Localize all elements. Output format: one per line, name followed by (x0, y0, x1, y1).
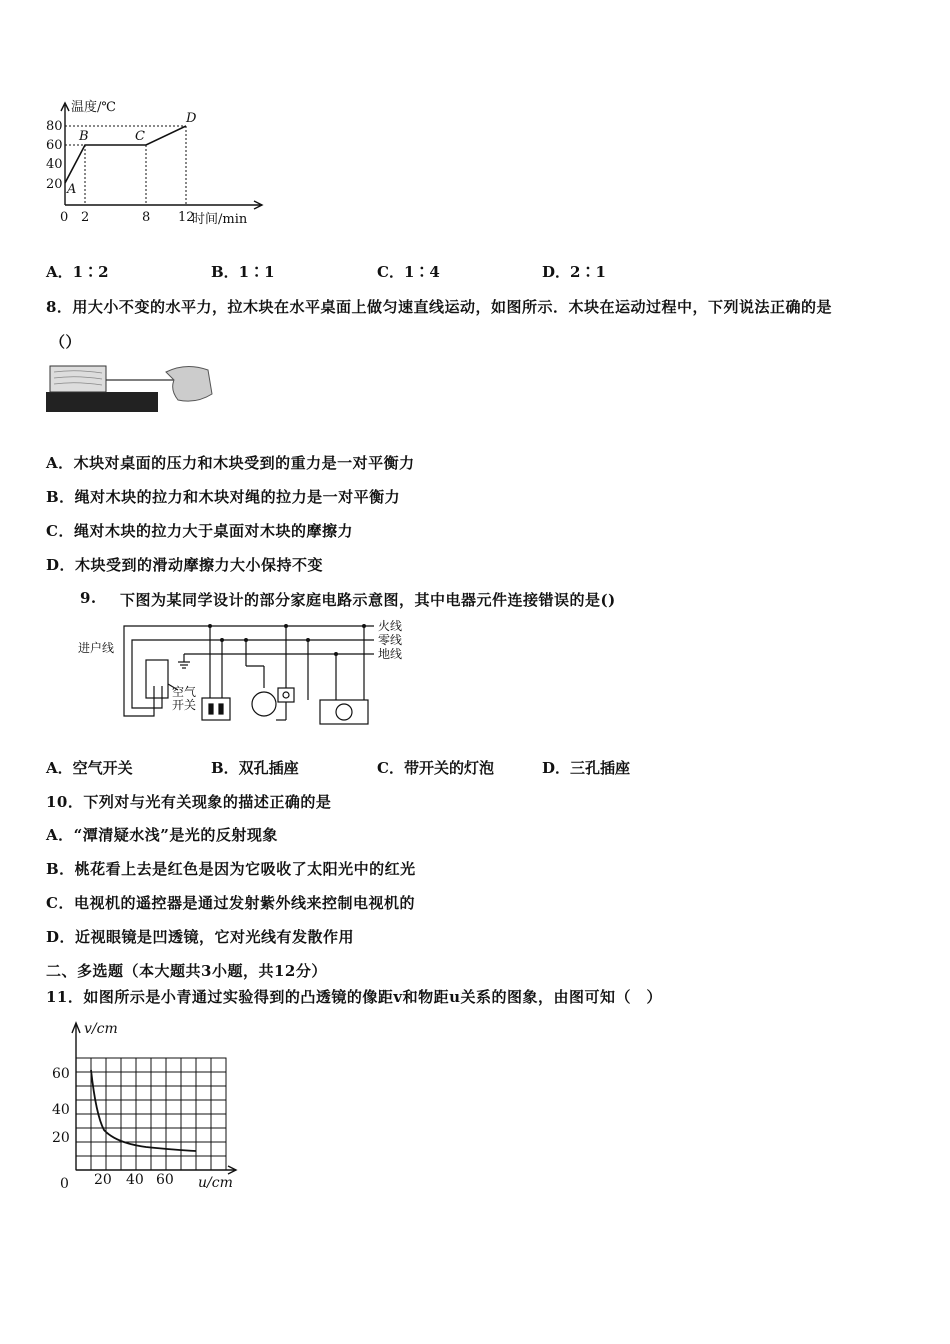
q9-option-b: B．双孔插座 (211, 759, 299, 777)
v-axis-label: v/cm (84, 1021, 118, 1037)
q10-option-a: A．“潭清疑水浅”是光的反射现象 (46, 826, 278, 844)
q8-stem-paren: （） (50, 333, 82, 351)
x-tick: 2 (81, 210, 90, 225)
point-label-c: C (135, 129, 145, 144)
q10-option-b: B．桃花看上去是红色是因为它吸收了太阳光中的红光 (46, 860, 416, 878)
x-tick: 12 (178, 210, 195, 225)
u-tick: 20 (94, 1172, 112, 1188)
q8-stem: 8．用大小不变的水平力，拉木块在水平桌面上做匀速直线运动，如图所示．木块在运动过程中，下列说法正确的是 (46, 298, 832, 316)
q10-option-c: C．电视机的遥控器是通过发射紫外线来控制电视机的 (46, 894, 415, 912)
q7-option-c: C．1∶4 (377, 263, 440, 281)
v-tick: 60 (52, 1066, 70, 1082)
q8-option-b: B．绳对木块的拉力和木块对绳的拉力是一对平衡力 (46, 488, 401, 506)
point-label-b: B (79, 129, 89, 144)
point-label-a: A (67, 182, 77, 197)
breaker-label-2: 开关 (172, 698, 197, 712)
q9-option-a: A．空气开关 (46, 759, 133, 777)
image-object-distance-graph (46, 1015, 246, 1195)
household-circuit-figure (74, 616, 419, 731)
y-tick: 40 (46, 157, 63, 172)
v-tick: 20 (52, 1130, 70, 1146)
lamp-switch (278, 688, 294, 702)
temperature-time-graph (40, 95, 280, 230)
v-u-curve (91, 1070, 196, 1151)
v-tick: 40 (52, 1102, 70, 1118)
q7-option-b: B．1∶1 (211, 263, 275, 281)
y-tick: 20 (46, 177, 63, 192)
q9-stem: 下图为某同学设计的部分家庭电路示意图，其中电器元件连接错误的是() (120, 591, 616, 609)
x-tick: 8 (142, 210, 151, 225)
q8-option-d: D．木块受到的滑动摩擦力大小保持不变 (46, 556, 324, 574)
q7-option-d: D．2∶1 (542, 263, 606, 281)
ground-label: 地线 (378, 647, 403, 661)
q7-option-a: A．1∶2 (46, 263, 109, 281)
breaker-label-1: 空气 (172, 685, 197, 699)
q10-option-d: D．近视眼镜是凹透镜，它对光线有发散作用 (46, 928, 355, 946)
entry-label: 进户线 (78, 641, 115, 655)
u-axis-label: u/cm (198, 1175, 233, 1191)
y-axis-label: 温度/℃ (71, 100, 116, 115)
section-heading: 二、多选题（本大题共3小题，共12分） (46, 962, 327, 980)
wood-block-figure (46, 360, 216, 412)
y-tick: 60 (46, 138, 63, 153)
table-surface (46, 392, 158, 412)
neutral-label: 零线 (378, 633, 403, 647)
point-label-d: D (186, 111, 197, 126)
y-tick: 80 (46, 119, 63, 134)
q9-option-c: C．带开关的灯泡 (377, 759, 494, 777)
u-tick: 60 (156, 1172, 174, 1188)
q9-option-d: D．三孔插座 (542, 759, 631, 777)
q10-stem: 10．下列对与光有关现象的描述正确的是 (46, 793, 332, 811)
wood-block (50, 366, 106, 392)
x-tick: 0 (60, 210, 69, 225)
x-axis-label: 时间/min (192, 212, 248, 227)
u-tick: 40 (126, 1172, 144, 1188)
q8-option-a: A．木块对桌面的压力和木块受到的重力是一对平衡力 (46, 454, 415, 472)
q9-number: 9. (80, 589, 97, 607)
hand-icon (166, 366, 212, 401)
bulb (252, 692, 276, 716)
q11-stem: 11．如图所示是小青通过实验得到的凸透镜的像距v和物距u关系的图象，由图可知（ ） (46, 988, 662, 1006)
live-label: 火线 (378, 619, 403, 633)
two-hole-socket (202, 698, 230, 720)
q8-option-c: C．绳对木块的拉力大于桌面对木块的摩擦力 (46, 522, 353, 540)
u-tick: 0 (60, 1176, 69, 1192)
